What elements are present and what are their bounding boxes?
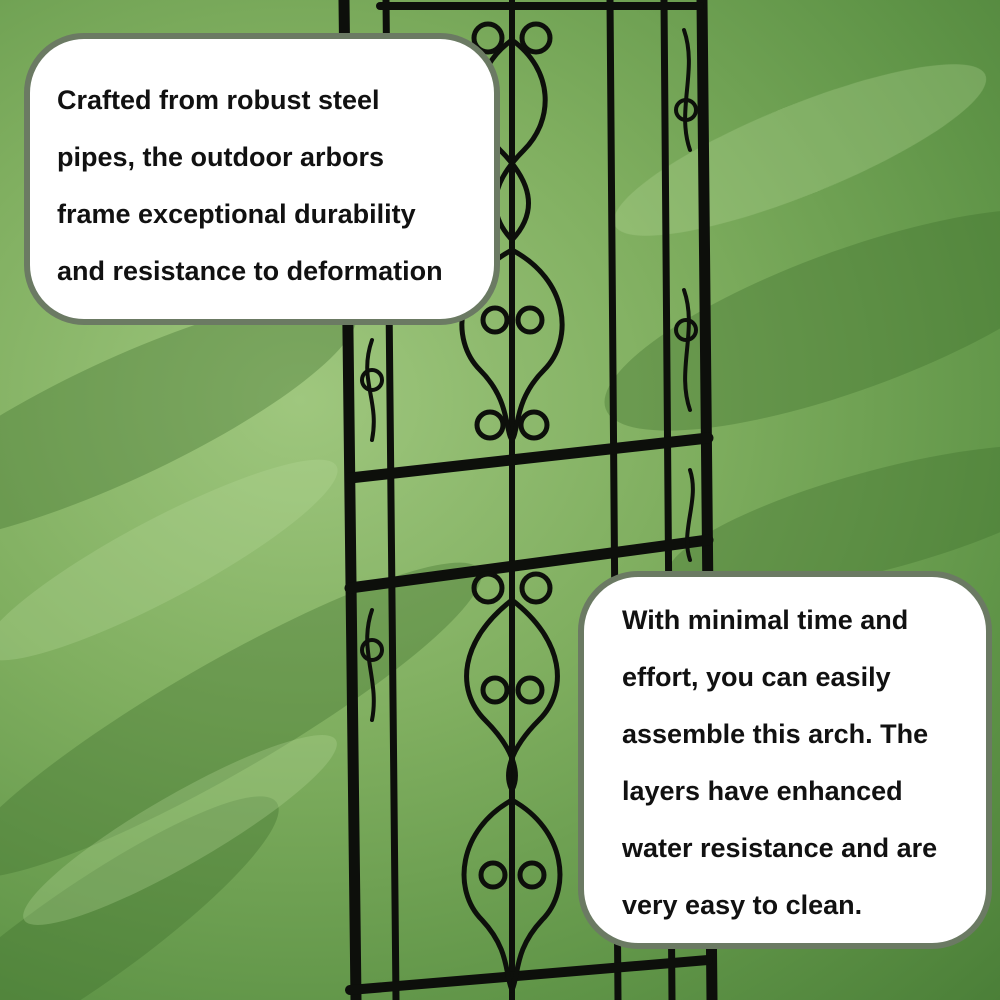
callout-line: effort, you can easily — [622, 662, 891, 692]
callout-line: With minimal time and — [622, 605, 909, 635]
callout-line: assemble this arch. The — [622, 719, 929, 749]
durability-callout — [24, 33, 500, 325]
callout-line: and resistance to deformation — [57, 256, 443, 286]
callout-line: pipes, the outdoor arbors — [57, 142, 385, 172]
callout-line: layers have enhanced — [622, 776, 903, 806]
callout-line: frame exceptional durability — [57, 199, 416, 229]
callout-line: Crafted from robust steel — [57, 85, 380, 115]
upper-cross-rail — [350, 438, 708, 478]
callout-line: very easy to clean. — [622, 890, 863, 920]
callout-line: water resistance and are — [622, 833, 938, 863]
assembly-callout — [578, 571, 992, 949]
